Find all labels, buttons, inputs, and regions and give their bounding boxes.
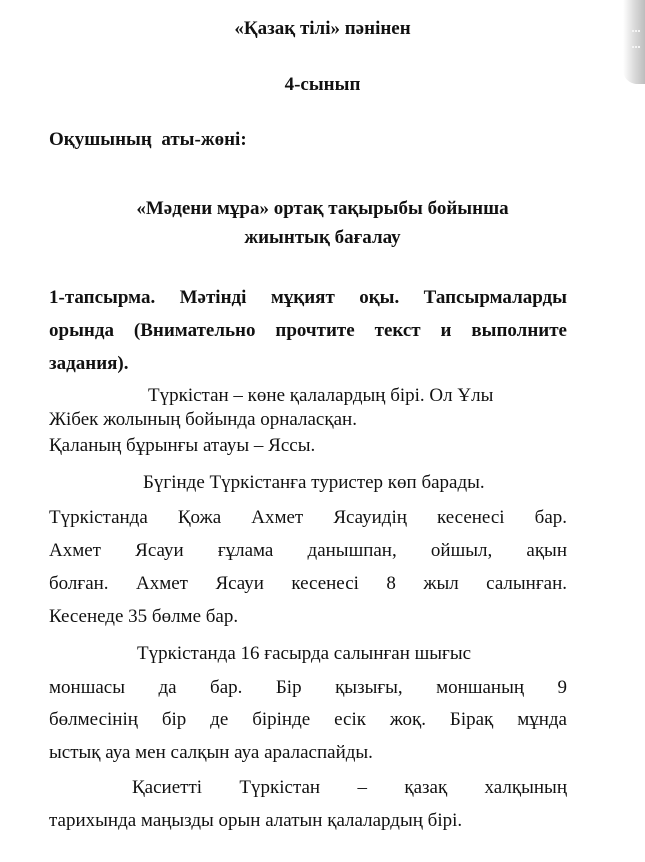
text-p2-line1: Бүгінде Түркістанға туристер көп барады. [143,472,485,493]
task1-line3: задания). [49,353,129,374]
text-p4-line1: Қасиетті Түркістан – қазақ халқының [132,777,567,798]
text-p3-line2: моншасы да бар. Бір қызығы, моншаның 9 [49,677,567,698]
task1-line1: 1-тапсырма. Мәтінді мұқият оқы. Тапсырмаларды [49,287,567,308]
text-p1-line1: Түркістан – көне қалалардың бірі. Ол Ұлы [148,385,494,406]
assessment-title-line1: «Мәдени мұра» ортақ тақырыбы бойынша [136,198,509,219]
text-p3-line1: Түркістанда 16 ғасырда салынған шығыс [137,643,472,664]
text-p1-line2: Жібек жолының бойында орналасқан. [49,409,357,430]
subject-heading: «Қазақ тілі» пәнінен [234,18,411,39]
grade-heading: 4-сынып [284,74,361,95]
text-p2-line2: Түркістанда Қожа Ахмет Ясауидің кесенесі бар. [49,507,567,528]
text-p2-line3: Ахмет Ясауи ғұлама данышпан, ойшыл, ақын [49,540,567,561]
text-p2-line4: болған. Ахмет Ясауи кесенесі 8 жыл салынған. [49,573,567,594]
page-edge-shadow [623,0,645,84]
text-p3-line3: бөлмесінің бір де бірінде есік жоқ. Бірақ мұнда [49,709,567,730]
text-p1-line3: Қаланың бұрынғы атауы – Яссы. [49,435,316,456]
assessment-title-line2: жиынтық бағалау [244,227,401,248]
text-p3-line4: ыстық ауа мен салқын ауа араласпайды. [49,742,373,763]
student-name-label: Оқушының аты-жөні: [49,129,247,150]
text-p4-line2: тарихында маңызды орын алатын қалалардың бірі. [49,810,463,831]
task1-line2: орында (Внимательно прочтите текст и выполните [49,320,567,341]
text-p2-line5: Кесенеде 35 бөлме бар. [49,606,239,627]
